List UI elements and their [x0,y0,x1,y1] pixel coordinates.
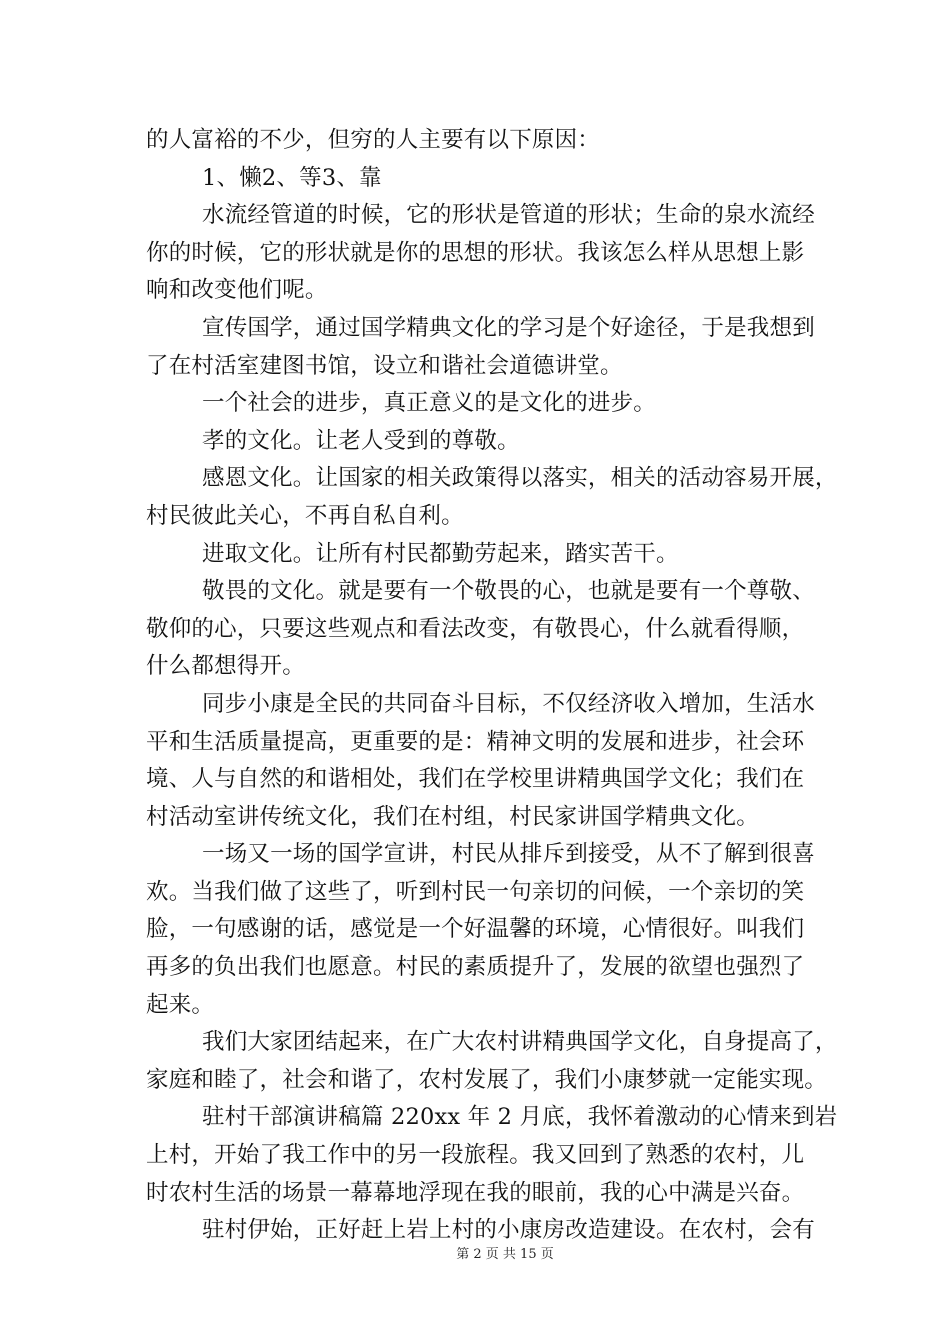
text-line: 时农村生活的场景一幕幕地浮现在我的眼前，我的心中满是兴奋。 [146,1179,805,1206]
text-line: 一场又一场的国学宣讲，村民从排斥到接受，从不了解到很喜 [202,841,815,868]
text-line: 家庭和睦了，社会和谐了，农村发展了，我们小康梦就一定能实现。 [146,1066,828,1093]
text-line: 再多的负出我们也愿意。村民的素质提升了，发展的欲望也强烈了 [146,954,805,981]
text-line: 村活动室讲传统文化，我们在村组，村民家讲国学精典文化。 [146,803,759,830]
text-line: 1、懒2、等3、靠 [202,164,382,191]
text-line: 敬仰的心，只要这些观点和看法改变，有敬畏心，什么就看得顺， [146,615,805,642]
text-line: 起来。 [146,991,215,1018]
text-line: 一个社会的进步，真正意义的是文化的进步。 [202,390,657,417]
text-line: 我们大家团结起来，在广大农村讲精典国学文化，自身提高了， [202,1029,838,1056]
text-line: 感恩文化。让国家的相关政策得以落实，相关的活动容易开展， [202,465,838,492]
text-line: 水流经管道的时候，它的形状是管道的形状；生命的泉水流经 [202,202,815,229]
page-number-footer: 第 2 页 共 15 页 [456,1247,554,1262]
text-line: 驻村干部演讲稿篇 220xx 年 2 月底，我怀着激动的心情来到岩 [202,1104,838,1131]
text-line: 脸，一句感谢的话，感觉是一个好温馨的环境，心情很好。叫我们 [146,916,805,943]
text-line: 宣传国学，通过国学精典文化的学习是个好途径，于是我想到 [202,314,815,341]
text-line: 上村，开始了我工作中的另一段旅程。我又回到了熟悉的农村，儿 [146,1142,805,1169]
text-line: 的人富裕的不少，但穷的人主要有以下原因： [146,127,601,153]
text-line: 孝的文化。让老人受到的尊敬。 [202,427,520,454]
text-line: 敬畏的文化。就是要有一个敬畏的心，也就是要有一个尊敬、 [202,578,815,605]
text-line: 了在村活室建图书馆，设立和谐社会道德讲堂。 [146,352,623,379]
text-line: 平和生活质量提高，更重要的是：精神文明的发展和进步，社会环 [146,728,805,755]
text-line: 同步小康是全民的共同奋斗目标，不仅经济收入增加，生活水 [202,690,815,717]
text-line: 欢。当我们做了这些了，听到村民一句亲切的问候，一个亲切的笑 [146,878,805,905]
text-line: 什么都想得开。 [146,653,305,680]
document-body [146,122,838,1250]
text-line: 进取文化。让所有村民都勤劳起来，踏实苦干。 [202,540,679,567]
text-line: 驻村伊始，正好赶上岩上村的小康房改造建设。在农村，会有 [202,1217,815,1244]
text-line: 你的时候，它的形状就是你的思想的形状。我该怎么样从思想上影 [146,239,805,266]
text-line: 境、人与自然的和谐相处，我们在学校里讲精典国学文化；我们在 [146,766,805,793]
text-line: 响和改变他们呢。 [146,277,328,304]
text-line: 村民彼此关心，不再自私自利。 [146,502,464,529]
